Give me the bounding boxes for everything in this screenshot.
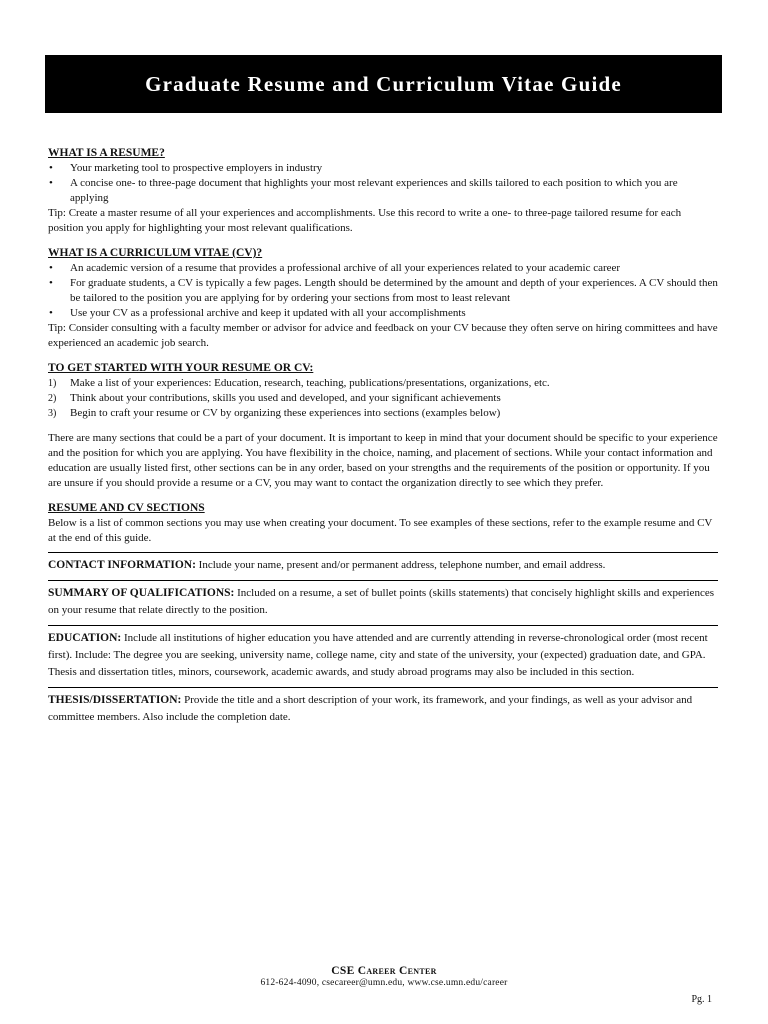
- section-text: [48, 557, 718, 574]
- section-contact-information: [48, 552, 718, 574]
- section-description: Include all institutions of higher education you have attended and are currently attending in reverse-chronological order (most recent first). Include: The degree you are seeking, university name, college name, city and state of the university, your (expected) graduation date, and GPA. Thesis and dissertation titles, minors, coursework, academic awards, and study abroad programs may also be included in this section.: [48, 632, 708, 678]
- section-text: [48, 630, 718, 681]
- section-summary-of-qualifications: [48, 580, 718, 619]
- list-item: • A concise one- to three-page document that highlights your most relevant experiences and skills tailored to each position to which you are applying: [48, 176, 718, 206]
- step-text: Begin to craft your resume or CV by organizing these experiences into sections (examples below): [70, 407, 501, 419]
- cv-tip: Tip: Consider consulting with a faculty member or advisor for advice and feedback on your CV because they often serve on hiring committees and have experienced an academic job search.: [48, 322, 718, 349]
- sections-overview-paragraph: There are many sections that could be a part of your document. It is important to keep in mind that your document should be specific to your experience and the position for which you are applying. You have flexibility in the choice, naming, and placement of sections. While your contact information and education are usually listed first, other sections can be in any order, based on your strengths and the requirements of the position or opportunity. If you are unsure if you should provide a resume or a CV, you may want to contact the organization directly to see which they prefer.: [48, 432, 718, 489]
- section-text: [48, 585, 718, 619]
- list-item: • An academic version of a resume that provides a professional archive of all your experiences related to your academic career: [48, 261, 718, 276]
- section-description: Included on a resume, a set of bullet points (skills statements) that concisely highlight skills and experiences on your resume that relate directly to the position.: [48, 587, 714, 616]
- document-body: [48, 146, 718, 726]
- section-thesis-dissertation: [48, 687, 718, 726]
- section-label: CONTACT INFORMATION:: [48, 559, 196, 571]
- list-item: • For graduate students, a CV is typically a few pages. Length should be determined by the amount and depth of your experiences. A CV should then be tailored to the position you are applying for by ordering your sections from most to least relevant: [48, 276, 718, 306]
- step-number: 2): [48, 393, 57, 404]
- list-item: [48, 376, 718, 391]
- footer-contact: 612-624-4090, csecareer@umn.edu, www.cse.umn.edu/career: [260, 978, 508, 988]
- section-label: EDUCATION:: [48, 632, 122, 644]
- section-education: [48, 625, 718, 681]
- get-started-steps: [48, 376, 718, 421]
- footer-brand: CSE Career Center: [331, 965, 437, 977]
- section-description: Provide the title and a short description of your work, its framework, and your findings, as well as your advisor and committee members. Also include the completion date.: [48, 694, 693, 723]
- list-item: [48, 391, 718, 406]
- section-description: Include your name, present and/or permanent address, telephone number, and email address.: [195, 559, 606, 571]
- resume-bullets: [48, 161, 718, 206]
- page-number: Pg. 1: [691, 994, 712, 1005]
- section-label: THESIS/DISSERTATION:: [48, 694, 182, 706]
- step-text: Make a list of your experiences: Education, research, teaching, publications/presentations, organizations, etc.: [70, 377, 550, 389]
- list-item: • Your marketing tool to prospective employers in industry: [48, 161, 718, 176]
- section-text: [48, 692, 718, 726]
- list-item: • Use your CV as a professional archive and keep it updated with all your accomplishments: [48, 306, 718, 321]
- heading-what-is-cv: WHAT IS A CURRICULUM VITAE (CV)?: [48, 247, 263, 259]
- section-label: SUMMARY OF QUALIFICATIONS:: [48, 587, 235, 599]
- resume-tip: Tip: Create a master resume of all your experiences and accomplishments. Use this record to write a one- to three-page tailored resume for each position you apply for highlighting your most relevant qualifications.: [48, 207, 682, 234]
- page-footer: [0, 965, 768, 988]
- title-banner: [45, 55, 722, 113]
- cv-bullets: [48, 261, 718, 321]
- sections-intro: Below is a list of common sections you may use when creating your document. To see examples of these sections, refer to the example resume and CV at the end of this guide.: [48, 517, 713, 544]
- step-number: 3): [48, 408, 57, 419]
- document-title: Graduate Resume and Curriculum Vitae Guide: [145, 71, 622, 96]
- step-text: Think about your contributions, skills you used and developed, and your significant achievements: [70, 392, 501, 404]
- heading-resume-cv-sections: RESUME AND CV SECTIONS: [48, 502, 205, 514]
- heading-what-is-resume: WHAT IS A RESUME?: [48, 147, 165, 159]
- step-number: 1): [48, 378, 57, 389]
- heading-get-started: TO GET STARTED WITH YOUR RESUME OR CV:: [48, 362, 314, 374]
- list-item: [48, 406, 718, 421]
